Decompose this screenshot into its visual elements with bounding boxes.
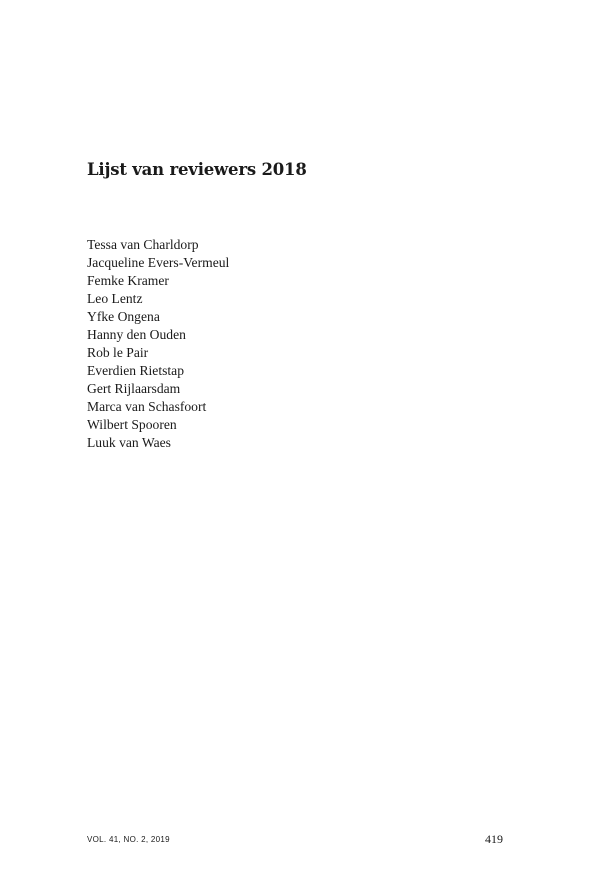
page-title: Lijst van reviewers 2018 [87,160,307,179]
reviewer-name: Marca van Schasfoort [87,399,207,414]
reviewer-name: Luuk van Waes [87,435,171,450]
reviewer-name: Yfke Ongena [87,309,160,324]
footer-volume-info: VOL. 41, NO. 2, 2019 [87,835,170,844]
reviewer-name: Everdien Rietstap [87,363,185,378]
reviewer-name: Femke Kramer [87,273,169,288]
reviewer-name: Leo Lentz [87,291,143,306]
reviewer-list [87,236,229,452]
reviewer-name: Hanny den Ouden [87,327,186,342]
page-number: 419 [485,832,503,846]
reviewer-name: Rob le Pair [87,345,149,360]
reviewer-name: Tessa van Charldorp [87,237,199,252]
reviewer-name: Wilbert Spooren [87,417,177,432]
reviewer-name: Jacqueline Evers-Vermeul [87,255,230,270]
reviewer-name: Gert Rijlaarsdam [87,381,181,396]
